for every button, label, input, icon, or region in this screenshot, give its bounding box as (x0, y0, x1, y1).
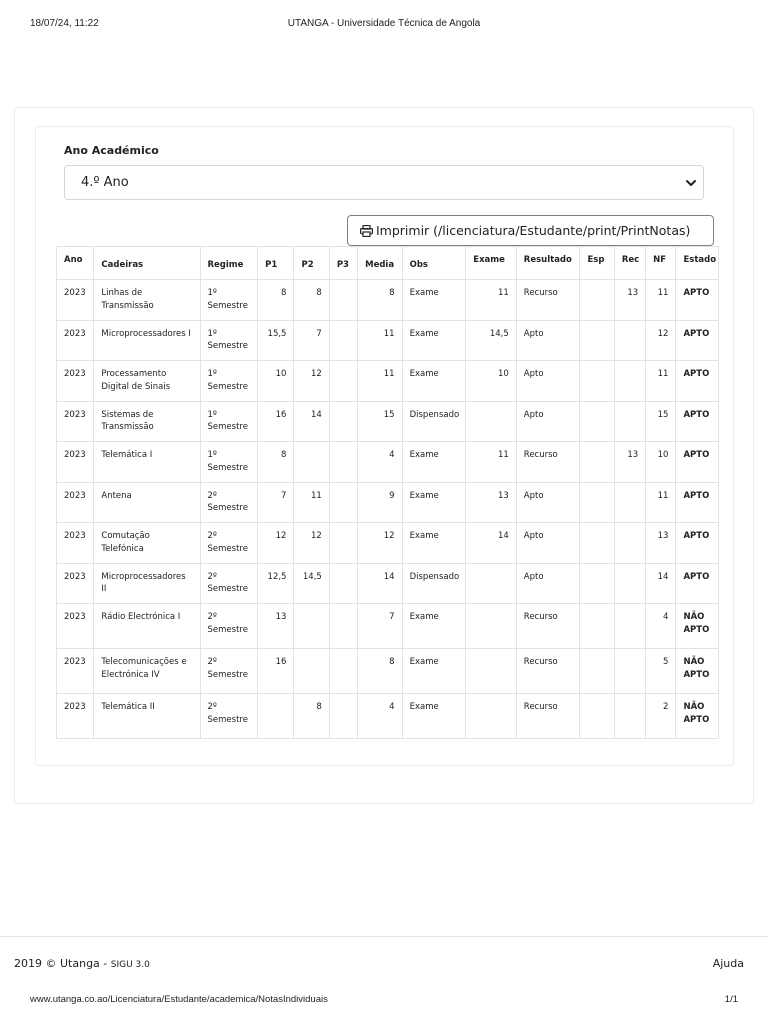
cell-media: 14 (358, 563, 402, 604)
cell-media: 11 (358, 361, 402, 402)
cell-exame (466, 694, 517, 739)
cell-p1: 8 (258, 280, 294, 321)
cell-obs: Dispensado (402, 563, 466, 604)
cell-estado: APTO (676, 523, 719, 564)
cell-exame (466, 604, 517, 649)
cell-rec (614, 563, 645, 604)
grades-table (56, 246, 719, 739)
cell-p2: 8 (294, 280, 329, 321)
cell-resultado: Recurso (516, 604, 580, 649)
cell-resultado: Apto (516, 563, 580, 604)
cell-exame: 11 (466, 280, 517, 321)
cell-media: 12 (358, 523, 402, 564)
table-row (57, 401, 719, 442)
table-row (57, 604, 719, 649)
table-row (57, 563, 719, 604)
cell-p2: 14,5 (294, 563, 329, 604)
cell-regime: 1º Semestre (200, 401, 258, 442)
cell-esp (580, 482, 614, 523)
col-header-resultado: Resultado (516, 247, 580, 280)
print-footer-page-number: 1/1 (724, 994, 738, 1005)
cell-p3 (329, 523, 357, 564)
cell-obs: Exame (402, 482, 466, 523)
cell-p1: 8 (258, 442, 294, 483)
cell-estado: APTO (676, 442, 719, 483)
cell-p1: 15,5 (258, 320, 294, 361)
cell-regime: 1º Semestre (200, 320, 258, 361)
cell-resultado: Recurso (516, 694, 580, 739)
cell-p3 (329, 320, 357, 361)
cell-esp (580, 320, 614, 361)
cell-ano: 2023 (57, 320, 94, 361)
ano-academico-selected-value: 4.º Ano (81, 175, 129, 190)
cell-ano: 2023 (57, 361, 94, 402)
cell-estado: APTO (676, 401, 719, 442)
cell-p1 (258, 694, 294, 739)
cell-estado: NÃO APTO (676, 604, 719, 649)
cell-resultado: Apto (516, 361, 580, 402)
table-row (57, 482, 719, 523)
cell-regime: 2º Semestre (200, 649, 258, 694)
table-row (57, 442, 719, 483)
cell-exame (466, 649, 517, 694)
cell-p1: 16 (258, 401, 294, 442)
cell-resultado: Apto (516, 401, 580, 442)
cell-cadeira: Antena (94, 482, 200, 523)
footer-divider (0, 936, 768, 937)
table-row (57, 361, 719, 402)
print-icon (360, 225, 373, 237)
cell-p2: 8 (294, 694, 329, 739)
cell-rec (614, 320, 645, 361)
cell-cadeira: Microprocessadores II (94, 563, 200, 604)
cell-estado: NÃO APTO (676, 649, 719, 694)
cell-regime: 2º Semestre (200, 563, 258, 604)
cell-obs: Exame (402, 361, 466, 402)
cell-nf: 11 (646, 280, 676, 321)
cell-p1: 16 (258, 649, 294, 694)
cell-p1: 12,5 (258, 563, 294, 604)
cell-obs: Exame (402, 604, 466, 649)
cell-p1: 13 (258, 604, 294, 649)
col-header-exame: Exame (466, 247, 517, 280)
table-row (57, 523, 719, 564)
cell-cadeira: Comutação Telefónica (94, 523, 200, 564)
col-header-rec: Rec (614, 247, 645, 280)
cell-resultado: Apto (516, 523, 580, 564)
cell-p2: 11 (294, 482, 329, 523)
cell-nf: 10 (646, 442, 676, 483)
help-link[interactable]: Ajuda (712, 957, 744, 970)
cell-ano: 2023 (57, 649, 94, 694)
cell-esp (580, 563, 614, 604)
print-footer-url: www.utanga.co.ao/Licenciatura/Estudante/academica/NotasIndividuais (30, 994, 328, 1005)
cell-p2 (294, 604, 329, 649)
cell-ano: 2023 (57, 604, 94, 649)
cell-rec (614, 694, 645, 739)
cell-nf: 4 (646, 604, 676, 649)
cell-ano: 2023 (57, 482, 94, 523)
cell-ano: 2023 (57, 280, 94, 321)
cell-ano: 2023 (57, 563, 94, 604)
col-header-regime: Regime (200, 247, 258, 280)
print-page-title: UTANGA - Universidade Técnica de Angola (287, 18, 481, 29)
cell-resultado: Recurso (516, 280, 580, 321)
cell-media: 8 (358, 649, 402, 694)
cell-obs: Exame (402, 649, 466, 694)
cell-esp (580, 361, 614, 402)
table-row (57, 280, 719, 321)
cell-media: 11 (358, 320, 402, 361)
cell-exame (466, 401, 517, 442)
cell-ano: 2023 (57, 401, 94, 442)
col-header-media: Media (358, 247, 402, 280)
cell-rec (614, 523, 645, 564)
cell-esp (580, 649, 614, 694)
cell-media: 9 (358, 482, 402, 523)
cell-exame: 14 (466, 523, 517, 564)
cell-exame: 14,5 (466, 320, 517, 361)
cell-p3 (329, 401, 357, 442)
cell-esp (580, 401, 614, 442)
table-row (57, 694, 719, 739)
cell-nf: 5 (646, 649, 676, 694)
print-grades-button[interactable] (347, 215, 714, 246)
cell-p1: 12 (258, 523, 294, 564)
cell-exame: 11 (466, 442, 517, 483)
cell-p3 (329, 280, 357, 321)
cell-nf: 15 (646, 401, 676, 442)
cell-rec (614, 401, 645, 442)
cell-p2 (294, 442, 329, 483)
cell-estado: NÃO APTO (676, 694, 719, 739)
cell-exame (466, 563, 517, 604)
cell-rec: 13 (614, 442, 645, 483)
ano-academico-select[interactable] (64, 165, 704, 200)
cell-media: 7 (358, 604, 402, 649)
footer-copyright-text: 2019 © Utanga - (14, 957, 108, 970)
cell-rec (614, 604, 645, 649)
cell-nf: 13 (646, 523, 676, 564)
cell-rec: 13 (614, 280, 645, 321)
cell-p3 (329, 442, 357, 483)
cell-cadeira: Sistemas de Transmissão (94, 401, 200, 442)
cell-p1: 7 (258, 482, 294, 523)
cell-ano: 2023 (57, 694, 94, 739)
cell-cadeira: Processamento Digital de Sinais (94, 361, 200, 402)
cell-obs: Exame (402, 320, 466, 361)
col-header-esp: Esp (580, 247, 614, 280)
cell-exame: 13 (466, 482, 517, 523)
col-header-ano: Ano (57, 247, 94, 280)
cell-esp (580, 280, 614, 321)
cell-estado: APTO (676, 320, 719, 361)
cell-p3 (329, 649, 357, 694)
cell-obs: Exame (402, 523, 466, 564)
cell-nf: 11 (646, 361, 676, 402)
cell-p2 (294, 649, 329, 694)
cell-obs: Exame (402, 280, 466, 321)
cell-resultado: Apto (516, 320, 580, 361)
cell-resultado: Recurso (516, 442, 580, 483)
cell-cadeira: Linhas de Transmissão (94, 280, 200, 321)
cell-regime: 2º Semestre (200, 482, 258, 523)
cell-p3 (329, 361, 357, 402)
footer-copyright (14, 957, 150, 970)
cell-nf: 14 (646, 563, 676, 604)
footer-version: SIGU 3.0 (110, 960, 150, 970)
chevron-down-icon (685, 177, 697, 189)
cell-regime: 1º Semestre (200, 361, 258, 402)
cell-esp (580, 442, 614, 483)
cell-cadeira: Microprocessadores I (94, 320, 200, 361)
table-row (57, 649, 719, 694)
cell-p3 (329, 482, 357, 523)
cell-regime: 2º Semestre (200, 694, 258, 739)
cell-nf: 12 (646, 320, 676, 361)
cell-nf: 2 (646, 694, 676, 739)
table-row (57, 320, 719, 361)
cell-media: 15 (358, 401, 402, 442)
cell-p1: 10 (258, 361, 294, 402)
cell-p2: 14 (294, 401, 329, 442)
ano-academico-label: Ano Académico (64, 144, 159, 157)
cell-cadeira: Telecomunicações e Electrónica IV (94, 649, 200, 694)
col-header-p2: P2 (294, 247, 329, 280)
cell-estado: APTO (676, 280, 719, 321)
cell-obs: Dispensado (402, 401, 466, 442)
cell-ano: 2023 (57, 523, 94, 564)
col-header-p3: P3 (329, 247, 357, 280)
cell-rec (614, 649, 645, 694)
cell-exame: 10 (466, 361, 517, 402)
cell-regime: 1º Semestre (200, 442, 258, 483)
col-header-nf: NF (646, 247, 676, 280)
col-header-p1: P1 (258, 247, 294, 280)
cell-rec (614, 361, 645, 402)
cell-rec (614, 482, 645, 523)
cell-estado: APTO (676, 361, 719, 402)
cell-p2: 7 (294, 320, 329, 361)
cell-esp (580, 604, 614, 649)
cell-cadeira: Telemática I (94, 442, 200, 483)
cell-cadeira: Rádio Electrónica I (94, 604, 200, 649)
cell-estado: APTO (676, 482, 719, 523)
cell-p3 (329, 694, 357, 739)
print-datetime: 18/07/24, 11:22 (30, 18, 99, 29)
cell-regime: 1º Semestre (200, 280, 258, 321)
col-header-obs: Obs (402, 247, 466, 280)
cell-p3 (329, 563, 357, 604)
cell-media: 4 (358, 694, 402, 739)
cell-media: 4 (358, 442, 402, 483)
cell-media: 8 (358, 280, 402, 321)
cell-nf: 11 (646, 482, 676, 523)
cell-esp (580, 523, 614, 564)
cell-cadeira: Telemática II (94, 694, 200, 739)
cell-ano: 2023 (57, 442, 94, 483)
cell-resultado: Recurso (516, 649, 580, 694)
table-header-row (57, 247, 719, 280)
cell-p2: 12 (294, 523, 329, 564)
col-header-cadeiras: Cadeiras (94, 247, 200, 280)
print-grades-button-label: Imprimir (/licenciatura/Estudante/print/PrintNotas) (376, 223, 691, 238)
print-header (30, 18, 738, 32)
col-header-estado: Estado (676, 247, 719, 280)
cell-resultado: Apto (516, 482, 580, 523)
cell-p2: 12 (294, 361, 329, 402)
cell-p3 (329, 604, 357, 649)
cell-obs: Exame (402, 442, 466, 483)
cell-esp (580, 694, 614, 739)
cell-obs: Exame (402, 694, 466, 739)
cell-regime: 2º Semestre (200, 604, 258, 649)
cell-estado: APTO (676, 563, 719, 604)
print-footer (30, 994, 738, 1006)
cell-regime: 2º Semestre (200, 523, 258, 564)
